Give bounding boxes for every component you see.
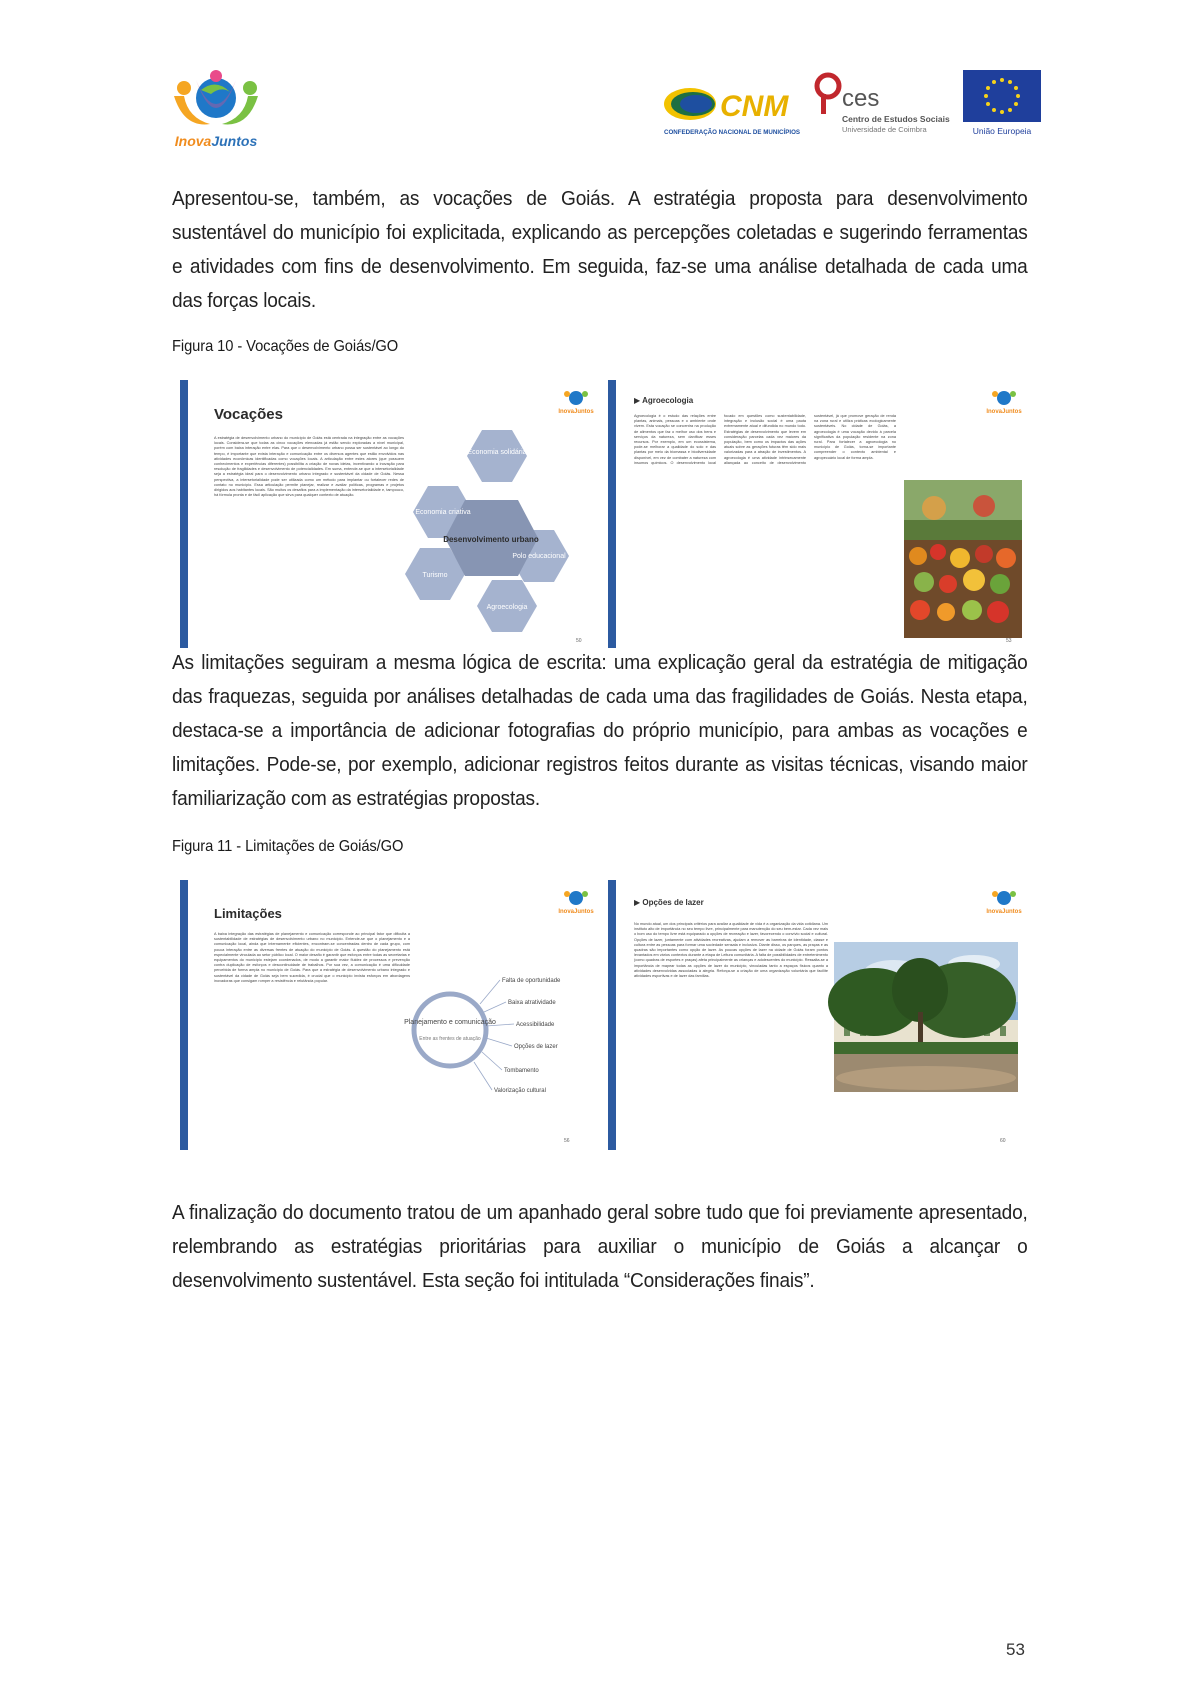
slide-body-text: No mundo atual, um dos principais critérios para avaliar a qualidade de vida é a organização da vida cotidiana. Um instituto alto de importância no seu tempo livre, principalmente para manutenção do seu bem-estar. Cada vez mais o bom uso do tempo livre está equiparado a opções de recreação e lazer, favorecendo o convívio social e cultural. Opções de lazer, juntamente com atividades recreativas, ajudam a remover as barreiras de identidade, classe e cultura entre as pessoas para formar uma sociedade sensata e inclusiva. Diante disso, os parques, as praças e as quadras são importantes como opção de lazer. As poucas opções de lazer na cidade de Goiás foram pontos levantados em vários contextos durante a etapa de Leitura comunitária. A falta de possibilidades de entretenimento (como quadras de esportes e praças) afeta principalmente as crianças e adolescentes do município. Ressalta-se a importância de mapear todas as opções de lazer do município, vinculadas tanto a espaços físicos quanto a atividades desenvolvidas associadas à alegria. Reforça-se a criação de uma organização voluntária que facilite atividades esportivas e de lazer das famílias.	[634, 922, 828, 979]
limitation-item: Opções de lazer	[514, 1044, 558, 1050]
svg-text:InovaJuntos: InovaJuntos	[986, 409, 1022, 415]
page-number: 53	[1006, 1640, 1025, 1659]
limitations-circle-diagram	[404, 968, 576, 1098]
ces-logo	[812, 70, 950, 138]
eu-logo-text: União Europeia	[972, 126, 1032, 136]
ces-logo-subtitle: Centro de Estudos Sociais	[842, 114, 950, 124]
slide-page-number: 56	[564, 1138, 570, 1144]
cnm-logo	[660, 82, 801, 138]
figure-11-left-slide	[180, 880, 600, 1150]
hexagon-economia-solidaria	[467, 430, 527, 482]
svg-text:Economia solidária: Economia solidária	[467, 449, 527, 456]
slide-inovajuntos-icon	[988, 886, 1020, 916]
limitation-item: Falta de oportunidade	[502, 978, 561, 984]
paragraph-consideracoes-finais: A finalização do documento tratou de um apanhado geral sobre tudo que foi previamente apresentado, relembrando as estratégias prioritárias para auxiliar o município de Goiás a alcançar o desenvolvimento sustentável. Esta seção foi intitulada “Considerações finais”.	[172, 1201, 1028, 1292]
eu-logo	[963, 70, 1041, 138]
limitation-item: Baixa atratividade	[508, 1000, 556, 1006]
figure-11-caption: Figura 11 - Limitações de Goiás/GO	[172, 838, 404, 855]
slide-page-number: 53	[1006, 638, 1012, 644]
slide-section-header: ▶ Opções de lazer	[634, 898, 704, 907]
svg-text:Desenvolvimento urbano: Desenvolvimento urbano	[443, 535, 539, 544]
circle-subtitle: Entre as frentes de atuação	[419, 1036, 481, 1042]
ces-logo-university: Universidade de Coimbra	[842, 125, 927, 134]
slide-side-band	[608, 380, 616, 648]
slide-page-number: 60	[1000, 1138, 1006, 1144]
slide-inovajuntos-icon	[560, 886, 592, 916]
svg-text:InovaJuntos: InovaJuntos	[558, 409, 594, 415]
figure-11-right-slide	[608, 880, 1028, 1150]
figure-10-left-slide	[180, 380, 600, 648]
slide-title: Limitações	[214, 906, 282, 921]
slide-title: Vocações	[214, 406, 283, 423]
slide-side-band	[180, 880, 188, 1150]
limitation-item: Acessibilidade	[516, 1022, 555, 1028]
paragraph-limitacoes-intro: As limitações seguiram a mesma lógica de escrita: uma explicação geral da estratégia de mitigação das fraquezas, seguida por análises detalhadas de cada uma das fragilidades de Goiás. Nesta etapa, destaca-se a importância de adicionar fotografias do próprio município, para ambas as vocações e limitações. Pode-se, por exemplo, adicionar registros feitos durante as visitas técnicas, visando maior familiarização com as estratégias propostas.	[172, 651, 1028, 810]
limitation-item: Valorização cultural	[494, 1088, 546, 1094]
slide-page-number: 50	[576, 638, 582, 644]
slide-inovajuntos-icon	[988, 386, 1020, 416]
market-produce-photo	[904, 480, 1022, 638]
slide-side-band	[180, 380, 188, 648]
figure-10-caption: Figura 10 - Vocações de Goiás/GO	[172, 338, 399, 355]
slide-body-text: Agroecologia é o estudo das relações entre plantas, animais, pessoas e o ambiente onde vivem. Esta vocação se concentra na produção de alimentos que faz o melhor uso dos bens e serviços da natureza, sem danificar esses recursos. Por exemplo, em um ecossistema, pode-se melhorar a qualidade do solo e das plantas por meio da biomassa e biodiversidade disponível, em vez de combater a natureza com insumos químicos. O desenvolvimento local focado em questões como sustentabilidade, integração e inclusão social é uma pauta extremamente atual e difundida no mundo todo. Estratégias de desenvolvimento que levem em consideração parcelas cada vez maiores da população, bem como os impactos das ações atuais sobre as gerações futuras têm sido mais valorizadas para a atração de investimentos. A agroecologia é uma atividade intrinsecamente aliançada ao conceito de desenvolvimento sustentável, já que promove geração de renda na zona rural e utiliza práticas ecologicamente sustentáveis. No cidade de Goiás, a agroecologia é uma vocação devido à parcela significativa da população residente na zona rural. Para fortalecer a agroecologia no município de Goiás, torna-se importante compreender o contexto ambiental e agropecuário local de forma ampla.	[634, 414, 896, 465]
ces-logo-text: ces	[842, 85, 880, 112]
vocations-hexagon-diagram	[415, 430, 570, 645]
svg-text:InovaJuntos: InovaJuntos	[174, 133, 258, 149]
svg-text:Agroecologia: Agroecologia	[486, 604, 528, 611]
town-square-photo	[834, 942, 1018, 1092]
limitation-item: Tombamento	[504, 1068, 539, 1074]
cnm-logo-text: CNM	[720, 90, 789, 123]
svg-text:InovaJuntos: InovaJuntos	[558, 909, 594, 915]
slide-body-text: A estratégia de desenvolvimento urbano do município de Goiás está centrada na integração entre as vocações locais. Considera-se que todas as cinco vocações elencadas já estão sendo exploradas a nível municipal, porém com baixa interação entre elas. Para que o desenvolvimento urbano possa ser sustentável ao longo do tempo, é importante que exista interação e comunicação entre os diversos agentes que estão envolvidos nas atividades econômicas identificadas como vocações locais. A articulação entre estes atores (que possuem conhecimentos e experiências diferentes) possibilita a criação de novas ideias, incentivando a inovação para resolução de fragilidades e desenvolvimento de potencialidades. Em suma, entende-se que a intersetorialidade seja a estratégia ideal para o desenvolvimento urbano integrado e sustentável da cidade de Goiás. Nessa perspectiva, a intersetorialidade pode ser utilizada como um método para implantar ou fortalecer redes de contato no município. Essa articulação permite planejar, realizar e avaliar políticas, programas e projetos dirigidos aos habitantes locais. São muitos os desafios para a implementação da intersetorialidade e, tampouco, há fórmula pronta e de fácil aplicação que sirva para qualquer contexto de atuação.	[214, 436, 404, 498]
slide-section-header: ▶ Agroecologia	[634, 396, 694, 405]
slide-inovajuntos-icon	[560, 386, 592, 416]
svg-text:Polo educacional: Polo educacional	[512, 553, 566, 560]
svg-text:InovaJuntos: InovaJuntos	[986, 909, 1022, 915]
cnm-logo-subtitle: CONFEDERAÇÃO NACIONAL DE MUNICÍPIOS	[664, 129, 801, 136]
slide-body-text: A baixa integração das estratégias de planejamento e comunicação corresponde ao principal fator que dificulta a sustentabilidade de estratégias de desenvolvimento urbano no município. Entende-se que o planejamento e a comunicação local, ainda que internamente eficientes, encontram-se concentradas dentro de cada grupo, com pouca interação entre as diversas frentes de atuação do município de Goiás. A questão do planejamento está especialmente vinculada ao setor público local. O maior desafio é garantir que esforços entre todas as secretarias e equipamentos do município estejam coordenados, de modo a garantir maior fluidez de processos e prevenção contra duplicação de esforços e descontinuidade de trabalhos. Por sua vez, a comunicação é uma dificuldade percebida de forma ampla no município de Goiás. Para que a estratégia de desenvolvimento urbano integrado e sustentável da cidade de Goiás seja bem sucedida, é crucial que o município invista esforços em abordagens inovadoras que consigam romper a resistência e relutância popular.	[214, 932, 410, 983]
slide-side-band	[608, 880, 616, 1150]
svg-text:Turismo: Turismo	[422, 572, 448, 579]
inovajuntos-logo	[166, 68, 266, 152]
circle-title: Planejamento e comunicação	[404, 1019, 496, 1026]
figure-10-right-slide	[608, 380, 1028, 648]
paragraph-vocacoes-intro: Apresentou-se, também, as vocações de Goiás. A estratégia proposta para desenvolvimento sustentável do município foi explicitada, explicando as percepções coletadas e sugerindo ferramentas e atividades com fins de desenvolvimento. Em seguida, faz-se uma análise detalhada de cada uma das forças locais.	[172, 187, 1028, 312]
svg-text:Economia criativa: Economia criativa	[415, 509, 471, 516]
